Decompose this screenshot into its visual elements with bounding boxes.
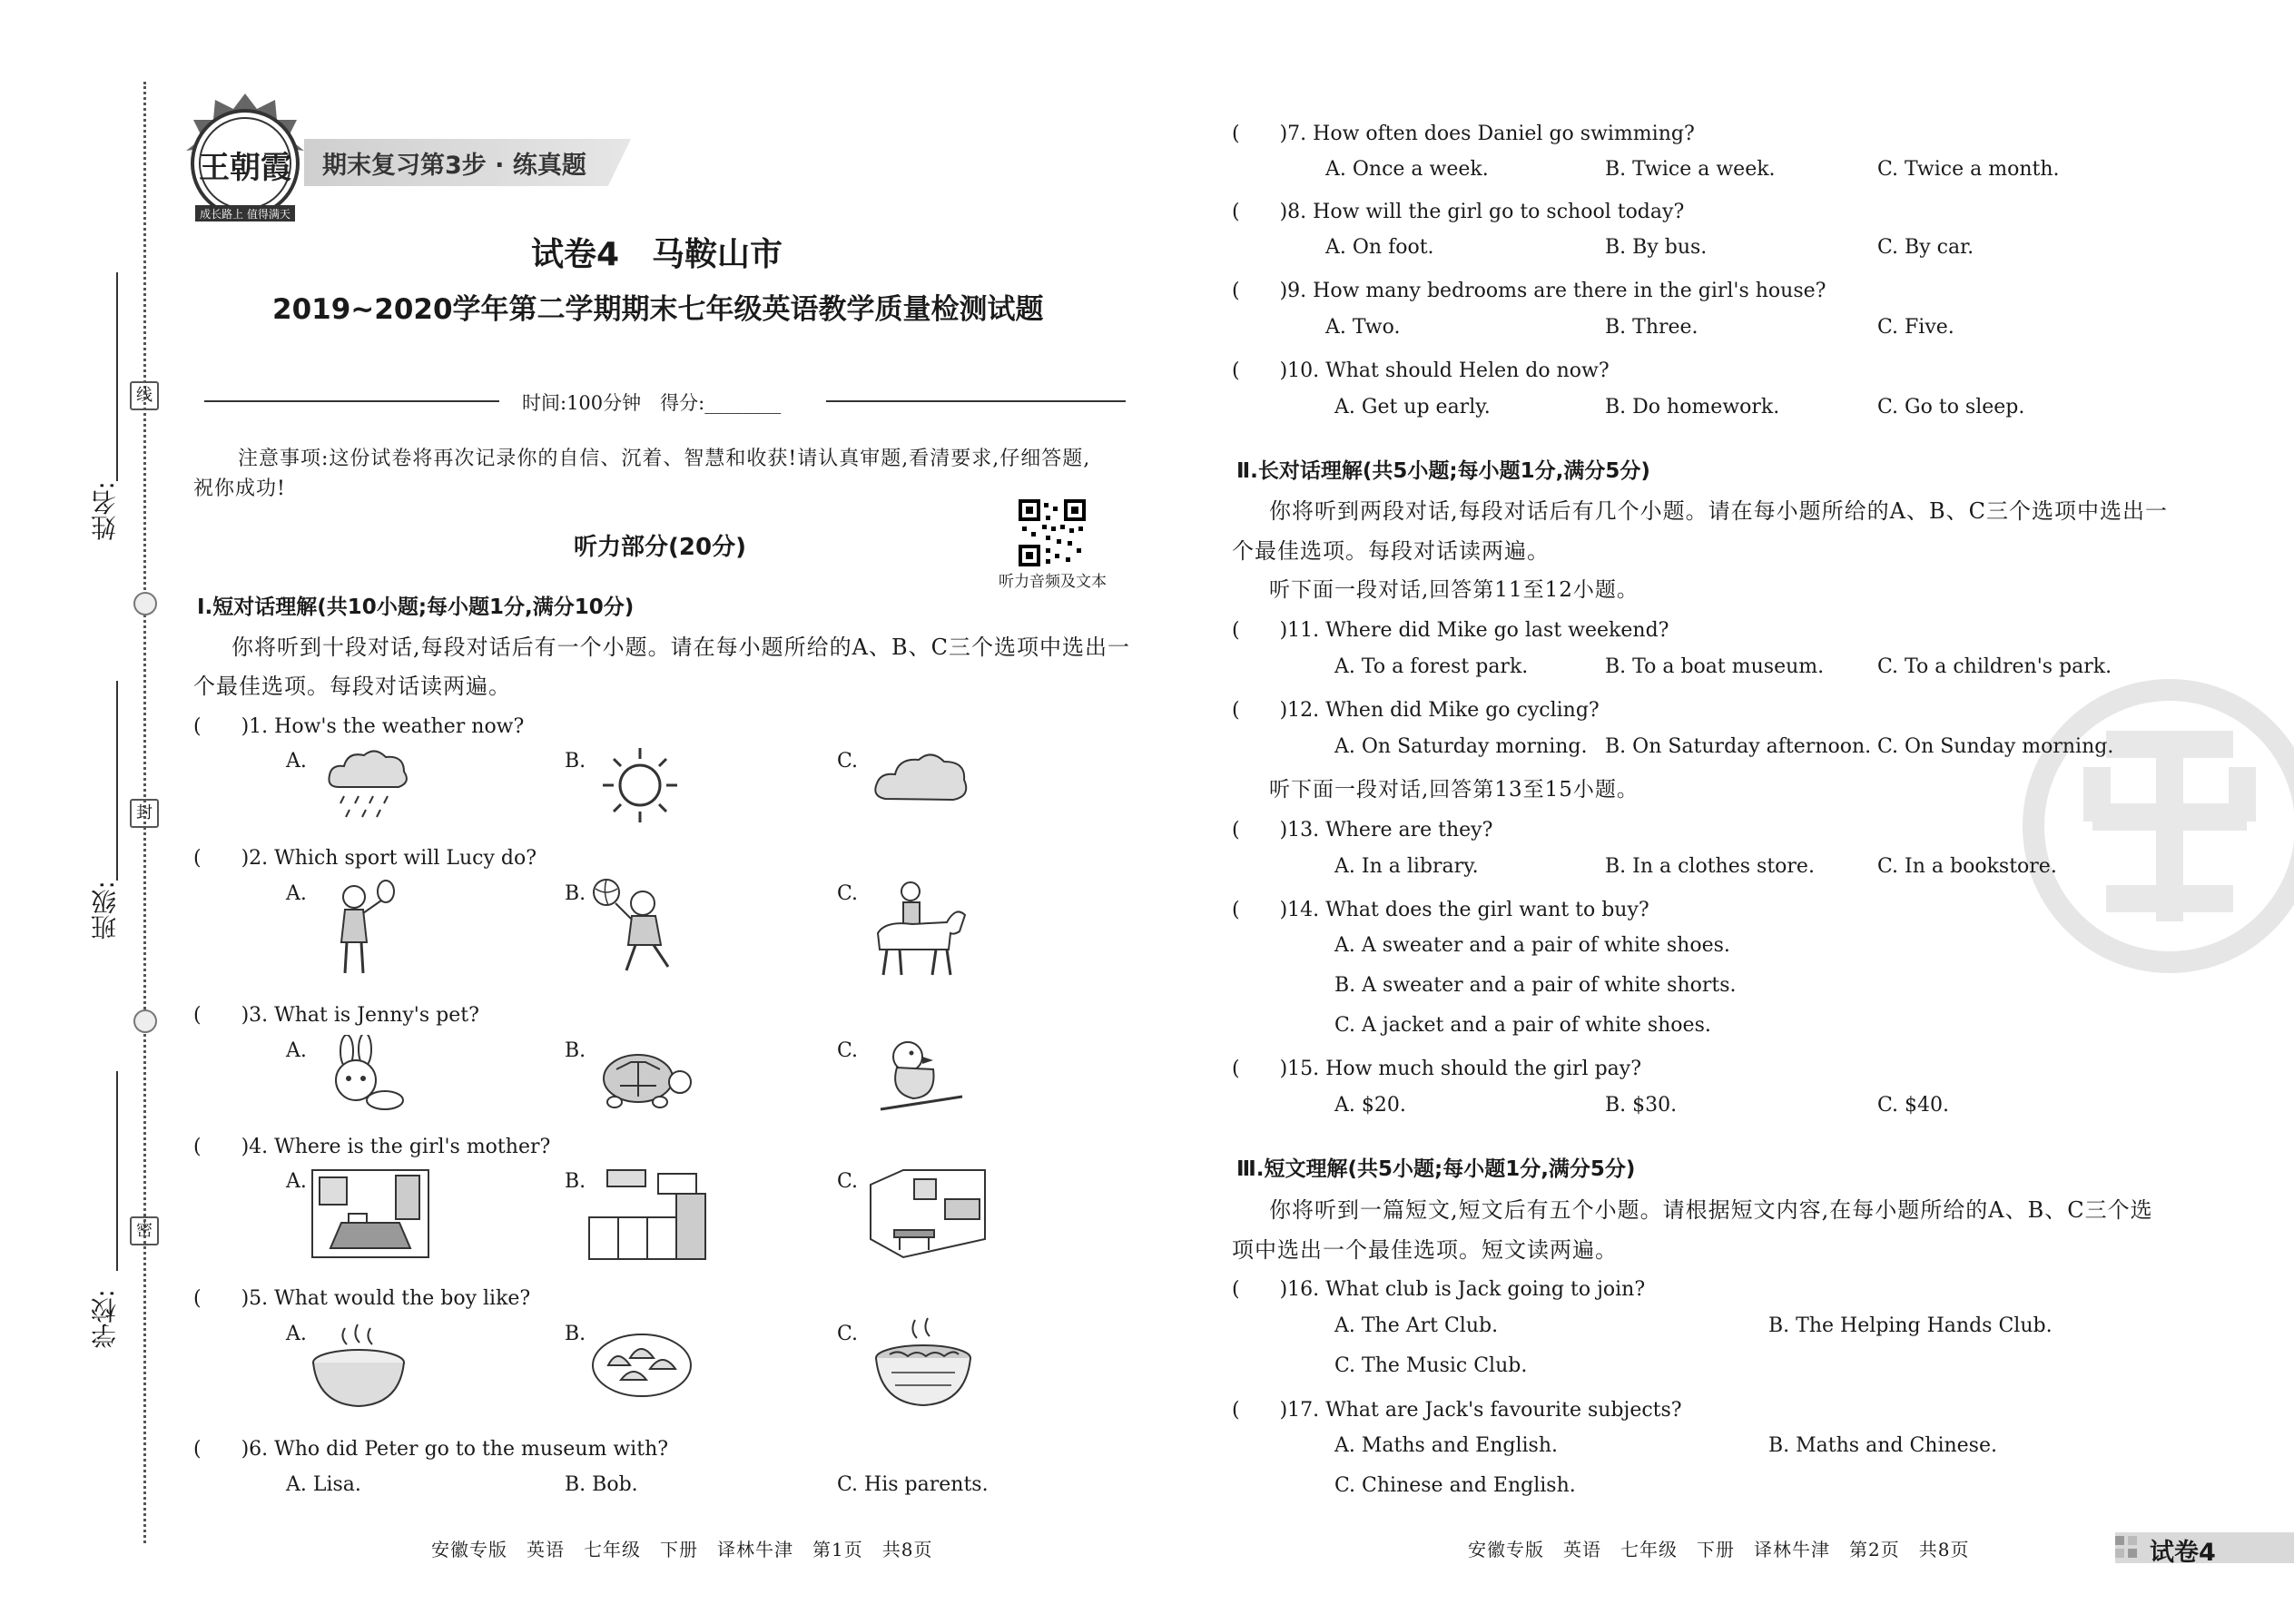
- seal-watermark: [2020, 676, 2294, 976]
- q15-option-c[interactable]: C. $40.: [1877, 1094, 1950, 1117]
- q9-option-b[interactable]: B. Three.: [1605, 316, 1698, 339]
- q7-option-a[interactable]: A. Once a week.: [1325, 158, 1489, 181]
- question-14: ( )14. What does the girl want to buy?: [1232, 899, 1649, 921]
- q13-option-b[interactable]: B. In a clothes store.: [1605, 855, 1815, 878]
- q7-option-c[interactable]: C. Twice a month.: [1877, 158, 2060, 181]
- rain-cloud-icon: [322, 746, 413, 828]
- living-room-icon: [867, 1166, 989, 1262]
- q15-option-b[interactable]: B. $30.: [1605, 1094, 1678, 1117]
- q12-option-c[interactable]: C. On Sunday morning.: [1877, 735, 2114, 758]
- footer-tag-squares: [2115, 1536, 2144, 1560]
- binding-underline-1: [116, 272, 118, 481]
- seal-mi: 密: [130, 1216, 159, 1245]
- time-rule-left: [204, 400, 499, 402]
- class-label: 班级:: [90, 881, 120, 940]
- notice-line-1: 注意事项:这份试卷将再次记录你的自信、沉着、智慧和收获!请认真审题,看清要求,仔细答题,: [238, 448, 1091, 470]
- section3-title: Ⅲ.短文理解(共5小题;每小题1分,满分5分): [1236, 1157, 1636, 1181]
- q3-option-c-letter[interactable]: C.: [837, 1039, 859, 1062]
- q7-option-b[interactable]: B. Twice a week.: [1605, 158, 1776, 181]
- q17-option-a[interactable]: A. Maths and English.: [1334, 1434, 1559, 1457]
- cloud-icon: [871, 749, 971, 812]
- q14-option-b[interactable]: B. A sweater and a pair of white shorts.: [1334, 974, 1737, 997]
- name-label: 姓名:: [90, 481, 120, 541]
- qr-code[interactable]: [1019, 499, 1086, 566]
- section3-intro-2: 项中选出一个最佳选项。短文读两遍。: [1232, 1237, 1618, 1263]
- section1-intro-2: 个最佳选项。每段对话读两遍。: [193, 674, 511, 699]
- section2-intro-2: 个最佳选项。每段对话读两遍。: [1232, 538, 1550, 564]
- q5-option-b-letter[interactable]: B.: [565, 1323, 586, 1345]
- q10-option-a[interactable]: A. Get up early.: [1334, 396, 1491, 418]
- section2-lead-2: 听下面一段对话,回答第13至15小题。: [1269, 778, 1639, 802]
- binding-underline-2: [116, 681, 118, 881]
- q12-option-a[interactable]: A. On Saturday morning.: [1334, 735, 1588, 758]
- q13-option-a[interactable]: A. In a library.: [1334, 855, 1479, 878]
- listening-title: 听力部分(20分): [574, 534, 746, 561]
- section3-intro-1: 你将听到一篇短文,短文后有五个小题。请根据短文内容,在每小题所给的A、B、C三个选: [1269, 1197, 2153, 1223]
- binding-hole-1: [133, 592, 157, 615]
- q1-option-c-letter[interactable]: C.: [837, 750, 859, 773]
- brand-logo: [177, 89, 313, 225]
- q15-option-a[interactable]: A. $20.: [1334, 1094, 1406, 1117]
- footer-tag: 试卷4: [2150, 1539, 2216, 1567]
- question-2: ( )2. Which sport will Lucy do?: [193, 847, 537, 870]
- q12-option-b[interactable]: B. On Saturday afternoon.: [1605, 735, 1872, 758]
- q4-option-a-letter[interactable]: A.: [286, 1170, 307, 1193]
- q16-option-a[interactable]: A. The Art Club.: [1334, 1314, 1499, 1337]
- q11-option-b[interactable]: B. To a boat museum.: [1605, 655, 1825, 678]
- header-banner-text: 期末复习第3步 · 练真题: [322, 152, 586, 180]
- section1-intro-1: 你将听到十段对话,每段对话后有一个小题。请在每小题所给的A、B、C三个选项中选出一: [231, 635, 1130, 660]
- q1-option-a-letter[interactable]: A.: [286, 750, 307, 773]
- question-15: ( )15. How much should the girl pay?: [1232, 1058, 1642, 1080]
- q6-option-b[interactable]: B. Bob.: [565, 1473, 638, 1496]
- rabbit-icon: [318, 1035, 409, 1112]
- tennis-girl-icon: [318, 879, 399, 980]
- question-16: ( )16. What club is Jack going to join?: [1232, 1278, 1646, 1301]
- section1-title: Ⅰ.短对话理解(共10小题;每小题1分,满分10分): [197, 595, 635, 619]
- page-title: 试卷4 马鞍山市: [531, 236, 783, 273]
- q14-option-a[interactable]: A. A sweater and a pair of white shoes.: [1334, 934, 1730, 957]
- q10-option-b[interactable]: B. Do homework.: [1605, 396, 1780, 418]
- q11-option-c[interactable]: C. To a children's park.: [1877, 655, 2112, 678]
- bird-icon: [871, 1033, 967, 1119]
- question-1: ( )1. How's the weather now?: [193, 715, 525, 738]
- section2-lead-1: 听下面一段对话,回答第11至12小题。: [1269, 578, 1639, 602]
- seal-xian: 线: [130, 381, 159, 410]
- seal-feng: 封: [130, 799, 159, 828]
- q9-option-c[interactable]: C. Five.: [1877, 316, 1954, 339]
- q11-option-a[interactable]: A. To a forest park.: [1334, 655, 1529, 678]
- bedroom-icon: [309, 1166, 431, 1262]
- q8-option-c[interactable]: C. By car.: [1877, 236, 1974, 259]
- question-11: ( )11. Where did Mike go last weekend?: [1232, 619, 1669, 642]
- rice-bowl-icon: [309, 1321, 409, 1412]
- q17-option-c[interactable]: C. Chinese and English.: [1334, 1474, 1576, 1497]
- footer-right: 安徽专版 英语 七年级 下册 译林牛津 第2页 共8页: [1468, 1539, 1970, 1560]
- q8-option-a[interactable]: A. On foot.: [1325, 236, 1434, 259]
- q5-option-c-letter[interactable]: C.: [837, 1323, 859, 1345]
- q10-option-c[interactable]: C. Go to sleep.: [1877, 396, 2025, 418]
- time-rule-right: [826, 400, 1126, 402]
- question-9: ( )9. How many bedrooms are there in the girl's house?: [1232, 280, 1826, 302]
- q9-option-a[interactable]: A. Two.: [1325, 316, 1401, 339]
- school-label: 学校:: [90, 1289, 120, 1349]
- binding-hole-2: [133, 1009, 157, 1033]
- page-subtitle: 2019~2020学年第二学期期末七年级英语教学质量检测试题: [272, 293, 1044, 326]
- q3-option-a-letter[interactable]: A.: [286, 1039, 307, 1062]
- q2-option-a-letter[interactable]: A.: [286, 882, 307, 905]
- dumplings-icon: [590, 1324, 694, 1401]
- logo-name: 王朝霞: [199, 150, 291, 186]
- notice-line-2: 祝你成功!: [193, 477, 286, 500]
- q3-option-b-letter[interactable]: B.: [565, 1039, 586, 1062]
- question-12: ( )12. When did Mike go cycling?: [1232, 699, 1600, 722]
- sun-icon: [599, 744, 681, 826]
- question-10: ( )10. What should Helen do now?: [1232, 359, 1610, 382]
- question-8: ( )8. How will the girl go to school today?: [1232, 201, 1685, 223]
- q4-option-b-letter[interactable]: B.: [565, 1170, 586, 1193]
- turtle-icon: [595, 1042, 694, 1115]
- qr-caption: 听力音频及文本: [999, 573, 1107, 591]
- question-4: ( )4. Where is the girl's mother?: [193, 1136, 551, 1158]
- question-3: ( )3. What is Jenny's pet?: [193, 1004, 479, 1027]
- q5-option-a-letter[interactable]: A.: [286, 1323, 307, 1345]
- q17-option-b[interactable]: B. Maths and Chinese.: [1768, 1434, 1997, 1457]
- question-17: ( )17. What are Jack's favourite subjects?: [1232, 1399, 1682, 1422]
- q2-option-b-letter[interactable]: B.: [565, 882, 586, 905]
- q6-option-a[interactable]: A. Lisa.: [286, 1473, 361, 1496]
- time-score-line: 时间:100分钟 得分:________: [522, 392, 782, 414]
- question-6: ( )6. Who did Peter go to the museum with?: [193, 1438, 669, 1461]
- question-7: ( )7. How often does Daniel go swimming?: [1232, 123, 1695, 145]
- q1-option-b-letter[interactable]: B.: [565, 750, 586, 773]
- horse-riding-icon: [867, 879, 971, 980]
- noodles-icon: [871, 1316, 976, 1412]
- q16-option-b[interactable]: B. The Helping Hands Club.: [1768, 1314, 2053, 1337]
- q4-option-c-letter[interactable]: C.: [837, 1170, 859, 1193]
- q8-option-b[interactable]: B. By bus.: [1605, 236, 1708, 259]
- q14-option-c[interactable]: C. A jacket and a pair of white shoes.: [1334, 1014, 1711, 1037]
- q6-option-c[interactable]: C. His parents.: [837, 1473, 989, 1496]
- footer-left: 安徽专版 英语 七年级 下册 译林牛津 第1页 共8页: [431, 1539, 933, 1560]
- kitchen-icon: [586, 1166, 708, 1262]
- binding-underline-3: [116, 1071, 118, 1271]
- section2-intro-1: 你将听到两段对话,每段对话后有几个小题。请在每小题所给的A、B、C三个选项中选出一: [1269, 498, 2168, 524]
- q13-option-c[interactable]: C. In a bookstore.: [1877, 855, 2057, 878]
- q2-option-c-letter[interactable]: C.: [837, 882, 859, 905]
- q16-option-c[interactable]: C. The Music Club.: [1334, 1354, 1528, 1377]
- logo-motto: 成长路上 值得满天: [200, 208, 290, 221]
- volleyball-girl-icon: [590, 876, 690, 976]
- section2-title: Ⅱ.长对话理解(共5小题;每小题1分,满分5分): [1236, 459, 1650, 483]
- question-5: ( )5. What would the boy like?: [193, 1287, 531, 1310]
- question-13: ( )13. Where are they?: [1232, 819, 1493, 842]
